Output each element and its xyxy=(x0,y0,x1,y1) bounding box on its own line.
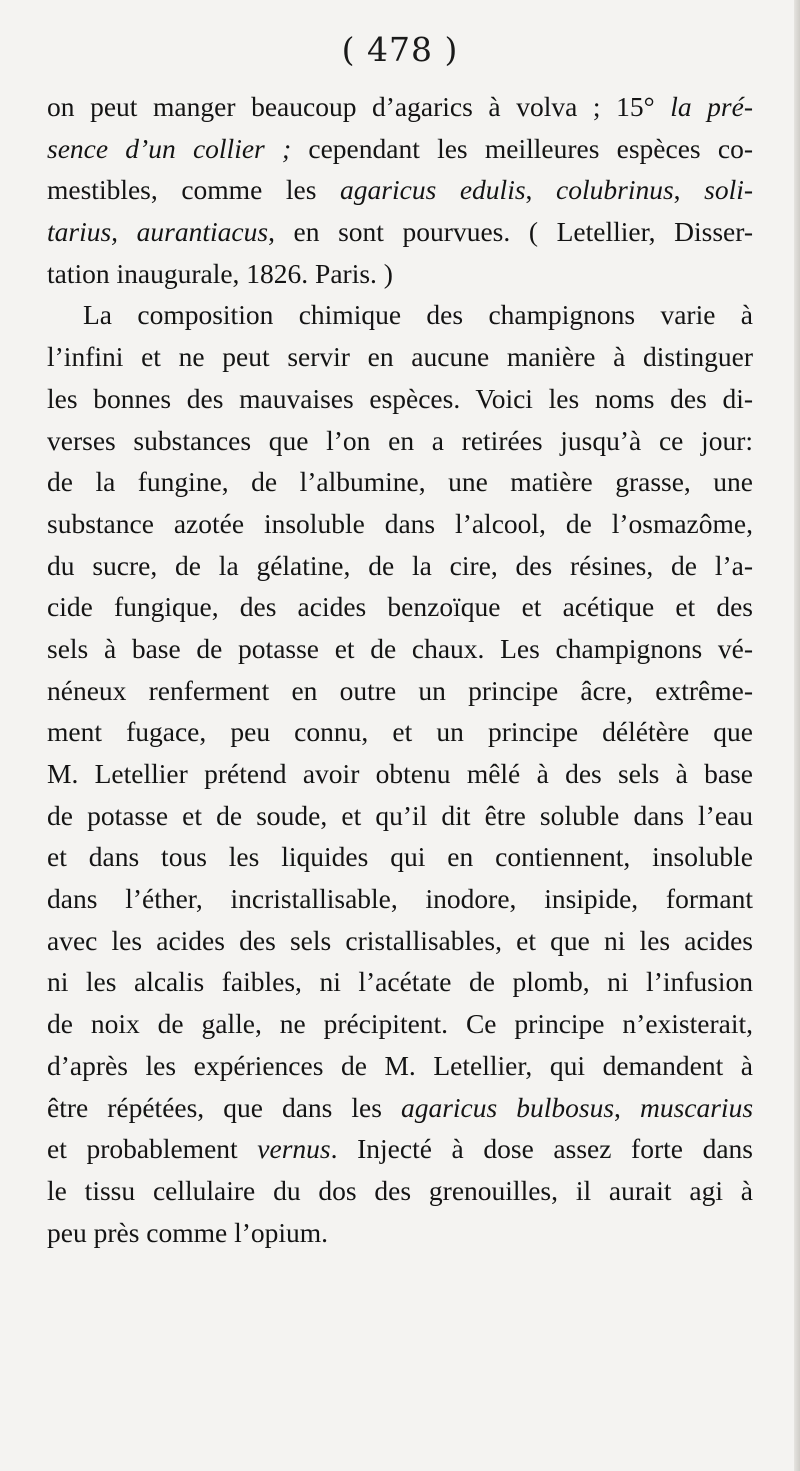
text-line xyxy=(47,128,753,170)
italic-text: la pré- xyxy=(670,91,753,122)
text-segment: ni les alcalis faibles, ni l’acétate de plomb, ni l’infusion xyxy=(47,966,753,998)
text-segment: du sucre, de la gélatine, de la cire, des résines, de l’a- xyxy=(47,549,753,581)
text-line xyxy=(47,711,753,753)
text-segment: La composition chimique des champignons varie à xyxy=(83,299,753,331)
italic-text: sence d’un collier ; xyxy=(47,132,292,164)
text-segment: sels à base de potasse et de chaux. Les champignons vé- xyxy=(47,632,753,664)
text-line xyxy=(47,795,753,837)
italic-text: agaricus edulis xyxy=(340,174,526,206)
text-segment: néneux renferment en outre un principe âcre, extrême- xyxy=(47,674,753,706)
text-line xyxy=(47,169,753,211)
text-line xyxy=(47,1170,753,1212)
text-segment: , xyxy=(525,174,557,206)
text-line xyxy=(47,753,753,795)
text-line xyxy=(47,628,753,670)
text-line xyxy=(47,211,753,253)
text-segment: . Injecté à dose assez forte dans xyxy=(330,1133,753,1165)
text-line xyxy=(47,86,753,128)
text-line xyxy=(47,1128,753,1170)
italic-text: muscarius xyxy=(639,1091,754,1123)
page-edge-shadow xyxy=(794,0,800,1471)
text-segment: , en sont pourvues. ( Letellier, Disser- xyxy=(268,216,753,248)
text-line xyxy=(47,961,753,1003)
body-text xyxy=(47,86,753,1253)
text-segment: substance azotée insoluble dans l’alcool, de l’osmazôme, xyxy=(47,507,753,539)
text-line xyxy=(47,1003,753,1045)
text-line xyxy=(47,294,753,336)
text-segment: être répétées, que dans les xyxy=(47,1091,401,1123)
text-segment: , xyxy=(614,1091,640,1123)
text-segment: tation inaugurale, 1826. Paris. ) xyxy=(47,257,393,289)
text-line xyxy=(47,336,753,378)
text-segment: de la fungine, de l’albumine, une matière grasse, une xyxy=(47,466,753,498)
text-segment: M. Letellier prétend avoir obtenu mêlé à des sels à base xyxy=(47,758,753,789)
text-segment: et dans tous les liquides qui en contiennent, insoluble xyxy=(47,841,753,873)
text-segment: le tissu cellulaire du dos des grenouilles, il aurait agi à xyxy=(47,1174,753,1206)
italic-text: tarius, aurantiacus xyxy=(47,216,269,248)
text-line xyxy=(47,920,753,962)
italic-text: soli- xyxy=(704,174,754,206)
text-line xyxy=(47,503,753,545)
text-line xyxy=(47,586,753,628)
italic-text: vernus xyxy=(257,1133,331,1165)
text-segment: , xyxy=(673,174,705,206)
text-segment: ment fugace, peu connu, et un principe délétère que xyxy=(47,716,753,748)
text-segment: cependant les meilleures espèces co- xyxy=(291,132,753,164)
text-segment: avec les acides des sels cristallisables, et que ni les acides xyxy=(47,924,753,956)
text-line xyxy=(47,1212,753,1254)
text-segment: dans l’éther, incristallisable, inodore, insipide, formant xyxy=(47,883,753,915)
text-segment: mestibles, comme les xyxy=(47,174,341,206)
text-line xyxy=(47,420,753,462)
page-number: ( 478 ) xyxy=(341,30,459,69)
text-line xyxy=(47,461,753,503)
text-segment: verses substances que l’on en a retirées jusqu’à ce jour: xyxy=(47,424,753,456)
text-segment: peu près comme l’opium. xyxy=(47,1216,329,1248)
italic-text: colubrinus xyxy=(556,174,674,206)
text-line xyxy=(47,836,753,878)
text-segment: de noix de galle, ne précipitent. Ce principe n’existerait, xyxy=(47,1008,753,1040)
text-segment: d’après les expériences de M. Letellier, qui demandent à xyxy=(47,1049,753,1081)
text-segment: les bonnes des mauvaises espèces. Voici les noms des di- xyxy=(47,382,753,414)
text-line xyxy=(47,378,753,420)
text-segment: et probablement xyxy=(47,1133,258,1165)
text-line xyxy=(47,545,753,587)
text-segment: de potasse et de soude, et qu’il dit être soluble dans l’eau xyxy=(47,799,753,831)
text-line xyxy=(47,670,753,712)
text-segment: cide fungique, des acides benzoïque et acétique et des xyxy=(47,591,753,623)
text-line xyxy=(47,253,753,295)
text-line xyxy=(47,878,753,920)
text-line xyxy=(47,1087,753,1129)
text-line xyxy=(47,1045,753,1087)
text-segment: l’infini et ne peut servir en aucune manière à distinguer xyxy=(47,341,753,373)
italic-text: agaricus bulbosus xyxy=(400,1091,615,1123)
text-segment: on peut manger beaucoup d’agarics à volva ; 15° xyxy=(47,91,671,122)
